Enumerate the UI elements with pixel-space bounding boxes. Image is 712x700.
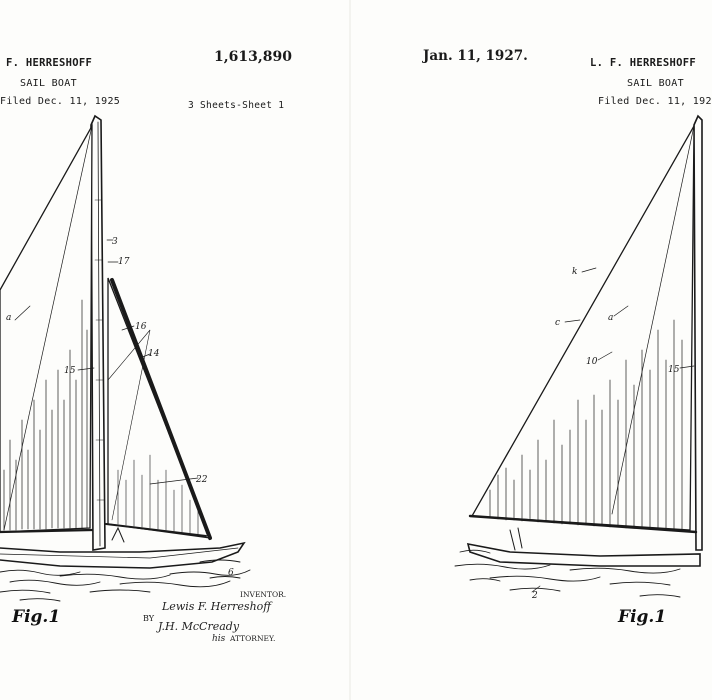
left-hull: [0, 543, 244, 568]
right-label-a: a: [608, 313, 614, 323]
left-label-6: 6: [228, 568, 234, 578]
left-sheet-count: 3 Sheets-Sheet 1: [188, 100, 285, 111]
right-label-2: 2: [532, 591, 538, 601]
right-patent-sheet: [350, 0, 712, 700]
right-label-c: c: [555, 318, 561, 328]
right-filed-date: Filed Dec. 11, 192: [598, 96, 712, 107]
left-figure-label: Fig.1: [12, 607, 61, 627]
right-label-k: k: [572, 267, 578, 277]
inventor-signature: Lewis F. Herreshoff: [162, 600, 272, 613]
left-inventor-name: F. HERRESHOFF: [6, 57, 93, 69]
left-label-14: 14: [148, 349, 160, 359]
right-hull: [468, 544, 700, 566]
left-label-22: 22: [196, 475, 208, 485]
left-label-15: 15: [64, 366, 76, 376]
left-label-a: a: [6, 313, 12, 323]
right-mainsail: [472, 126, 694, 530]
by-label: BY: [143, 614, 155, 623]
left-label-16: 16: [135, 322, 147, 332]
left-patent-title: SAIL BOAT: [20, 78, 77, 89]
left-label-3: 3: [112, 237, 118, 247]
right-label-10: 10: [586, 357, 598, 367]
left-filed-date: Filed Dec. 11, 1925: [0, 96, 121, 107]
right-mast: [694, 116, 702, 550]
right-patent-date: Jan. 11, 1927.: [423, 48, 528, 64]
his-label: his: [212, 634, 226, 644]
right-figure-label: Fig.1: [618, 607, 667, 627]
right-patent-title: SAIL BOAT: [627, 78, 684, 89]
attorney-signature: J.H. McCready: [158, 620, 240, 633]
right-inventor-name: L. F. HERRESHOFF: [590, 57, 696, 69]
left-patent-number: 1,613,890: [214, 49, 292, 65]
left-sailboat-drawing: [0, 0, 350, 700]
inventor-caption: INVENTOR.: [240, 590, 287, 599]
right-label-15: 15: [668, 365, 680, 375]
right-sailboat-drawing: [350, 0, 700, 700]
left-label-17: 17: [118, 257, 130, 267]
attorney-caption: ATTORNEY.: [230, 634, 276, 643]
left-patent-sheet: [0, 0, 350, 700]
